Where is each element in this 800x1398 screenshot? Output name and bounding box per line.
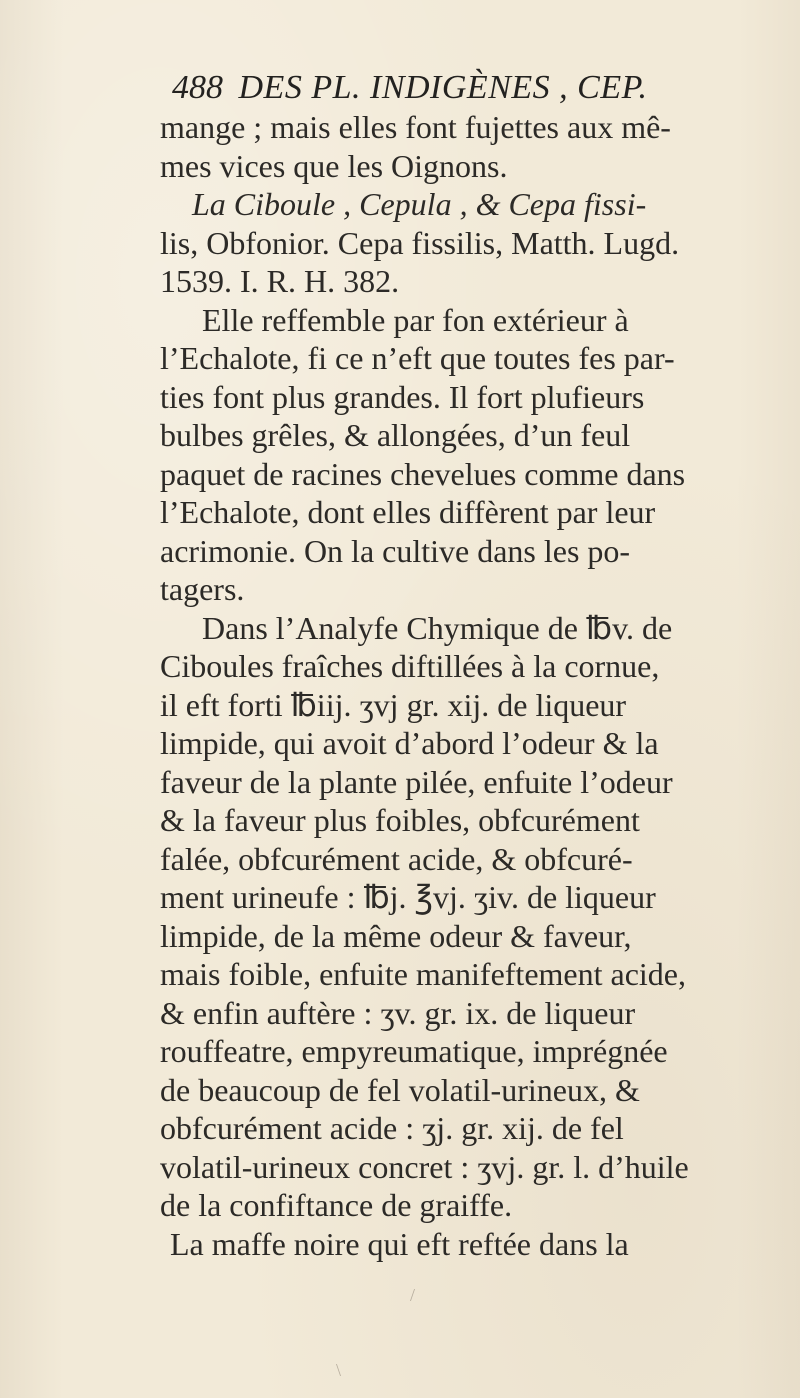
text-line-26: de beaucoup de fel volatil-urineux, &: [160, 1071, 640, 1108]
page-header: [172, 66, 732, 110]
text-line-2: mes vices que les Oignons.: [160, 147, 508, 184]
paper-mark: /: [410, 1285, 416, 1305]
text-line-9: bulbes grêles, & allongées, d’un feul: [160, 417, 631, 453]
text-line-15: Ciboules fraîches diftillées à la cornue,: [160, 648, 660, 684]
page-body: [160, 108, 770, 1263]
text-line-25: rouffeatre, empyreumatique, imprégnée: [160, 1033, 668, 1069]
text-line-18: faveur de la plante pilée, enfuite l’odeur: [160, 763, 673, 800]
text-line-23: mais foible, enfuite manifeftement acide,: [160, 956, 686, 992]
text-line-17: limpide, qui avoit d’abord l’odeur & la: [160, 725, 659, 761]
page-number: 488: [172, 69, 223, 106]
text-line-22: limpide, de la même odeur & faveur,: [160, 917, 632, 954]
text-line-27: obfcurément acide : ʒj. gr. xij. de fel: [160, 1110, 624, 1146]
text-line-1: mange ; mais elles font fujettes aux mê-: [160, 109, 671, 145]
text-line-24: & enfin auftère : ʒv. gr. ix. de liqueur: [160, 994, 636, 1031]
text-line-4: lis, Obfonior. Cepa fissilis, Matth. Lugd.: [160, 224, 680, 261]
text-line-3: La Ciboule , Cepula , & Cepa fissi-: [192, 186, 647, 222]
text-line-30: La maffe noire qui eft reftée dans la: [170, 1225, 629, 1262]
text-line-10: paquet de racines chevelues comme dans: [160, 455, 686, 492]
text-line-16: il eft forti ℔iij. ʒvj gr. xij. de liqueur: [160, 686, 627, 723]
text-line-19: & la faveur plus foibles, obfcurément: [160, 802, 640, 838]
text-line-21: ment urineufe : ℔j. ℥vj. ʒiv. de liqueur: [160, 879, 656, 915]
text-line-28: volatil-urineux concret : ʒvj. gr. l. d’huile: [160, 1148, 689, 1185]
text-line-12: acrimonie. On la cultive dans les po-: [160, 532, 631, 569]
text-line-8: ties font plus grandes. Il fort plufieurs: [160, 378, 645, 415]
text-line-13: tagers.: [160, 571, 245, 607]
running-head: DES PL. INDIGÈNES , CEP.: [238, 69, 648, 106]
text-line-14: Dans l’Analyfe Chymique de ℔v. de: [202, 609, 673, 646]
text-line-7: l’Echalote, fi ce n’eft que toutes fes par-: [160, 340, 675, 376]
text-line-11: l’Echalote, dont elles diffèrent par leur: [160, 494, 656, 530]
text-line-6: Elle reffemble par fon extérieur à: [202, 301, 629, 338]
text-line-5: 1539. I. R. H. 382.: [160, 263, 400, 299]
paper-mark: \: [336, 1360, 342, 1380]
text-line-20: falée, obfcurément acide, & obfcuré-: [160, 840, 633, 877]
text-line-29: de la confiftance de graiffe.: [160, 1187, 513, 1223]
